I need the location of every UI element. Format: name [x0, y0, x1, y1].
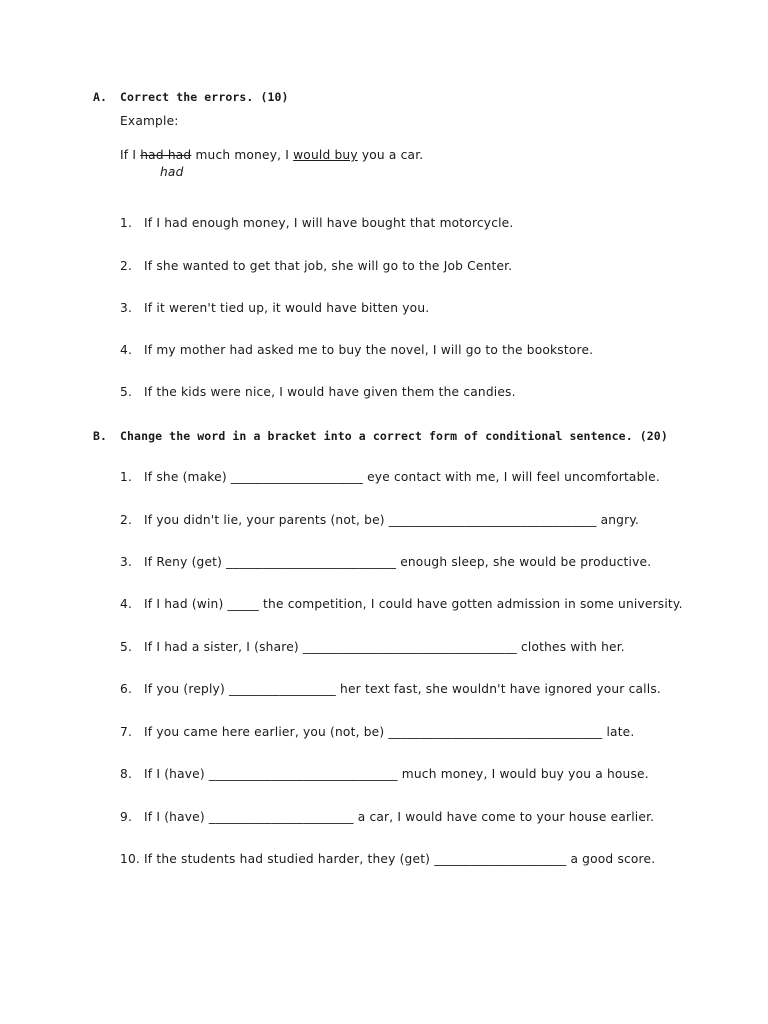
item-text: If you didn't lie, your parents (not, be) _________________________________ angry. — [144, 513, 640, 527]
item-number: 2. — [120, 513, 133, 527]
example-part3: you a car. — [357, 148, 424, 162]
item-number: 5. — [120, 385, 133, 399]
item-text: If the students had studied harder, they (get) _____________________ a good score. — [144, 852, 656, 866]
item-number: 3. — [120, 301, 133, 315]
item-text: If Reny (get) ___________________________ enough sleep, she would be productive. — [144, 555, 652, 569]
item-number: 3. — [120, 555, 133, 569]
section-b-letter: B. — [93, 429, 108, 443]
item-number: 7. — [120, 725, 133, 739]
item-number: 6. — [120, 682, 133, 696]
item-text: If you came here earlier, you (not, be) __________________________________ late. — [144, 725, 635, 739]
item-number: 4. — [120, 343, 133, 357]
item-number: 2. — [120, 259, 133, 273]
item-number: 9. — [120, 810, 133, 824]
item-number: 1. — [120, 470, 133, 484]
item-text: If I (have) ______________________________ much money, I would buy you a house. — [144, 767, 649, 781]
item-text: If the kids were nice, I would have given them the candies. — [144, 385, 516, 399]
item-text: If I had (win) _____ the competition, I could have gotten admission in some university. — [144, 597, 683, 611]
item-text: If she (make) _____________________ eye contact with me, I will feel uncomfortable. — [144, 470, 660, 484]
item-text: If it weren't tied up, it would have bitten you. — [144, 301, 430, 315]
item-number: 8. — [120, 767, 133, 781]
item-text: If you (reply) _________________ her text fast, she wouldn't have ignored your calls. — [144, 682, 661, 696]
item-number: 5. — [120, 640, 133, 654]
section-a-title: Correct the errors. (10) — [120, 90, 289, 104]
example-label: Example: — [120, 114, 179, 128]
example-correction: had — [160, 165, 184, 179]
example-sentence — [120, 148, 423, 162]
item-text: If my mother had asked me to buy the novel, I will go to the bookstore. — [144, 343, 594, 357]
example-part2: much money, I — [191, 148, 294, 162]
item-number: 4. — [120, 597, 133, 611]
section-b-title: Change the word in a bracket into a correct form of conditional sentence. (20) — [120, 429, 668, 443]
item-number: 10. — [120, 852, 140, 866]
section-a-letter: A. — [93, 90, 108, 104]
example-struck-text: had had — [140, 148, 192, 162]
item-number: 1. — [120, 216, 133, 230]
example-underlined-text: would buy — [293, 148, 358, 162]
example-part1: If I — [120, 148, 141, 162]
item-text: If I had a sister, I (share) __________________________________ clothes with her. — [144, 640, 625, 654]
item-text: If she wanted to get that job, she will go to the Job Center. — [144, 259, 513, 273]
item-text: If I (have) _______________________ a car, I would have come to your house earlier. — [144, 810, 655, 824]
item-text: If I had enough money, I will have bought that motorcycle. — [144, 216, 514, 230]
